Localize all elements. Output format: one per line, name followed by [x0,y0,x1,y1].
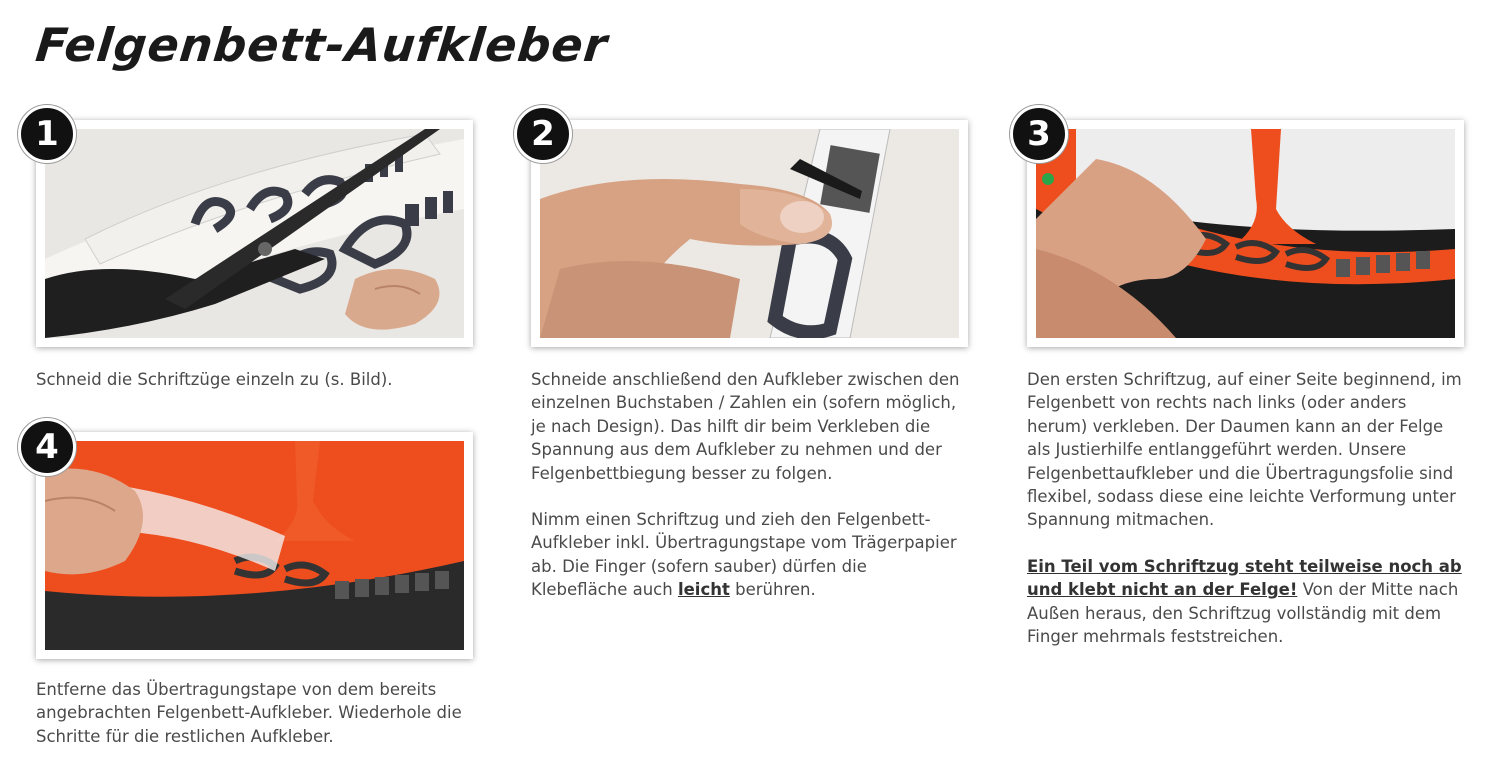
step-3-badge: 3 [1010,105,1068,163]
step-4-text [36,678,466,771]
step-2-badge: 2 [514,105,572,163]
step-4-paragraph: Entferne das Übertragungstape von dem bereits angebrachten Felgenbett-Aufkleber. Wiederhole die Schritte für die restlichen Aufkleber. [36,680,462,746]
step-3-photo [1027,120,1464,347]
step-1-text [36,368,466,414]
step-3-paragraph-1: Den ersten Schriftzug, auf einer Seite beginnend, im Felgenbett von rechts nach links (oder anders herum) verkleben. Der Daumen kann an der Felge als Justierhilfe entlanggeführt werden. Unsere Felgenbettaufkleber und die Übertragungsfolie sind flexibel, sodass diese eine leichte Verformung unter Spannung mitmachen. [1027,370,1462,530]
step-3-paragraph-2-after: Von der Mitte nach Außen heraus, den Schriftzug vollständig mit dem Finger mehrmals feststreichen. [1027,580,1459,647]
step-2-text [531,368,963,625]
step-4-badge: 4 [18,418,76,476]
step-1-paragraph: Schneid die Schriftzüge einzeln zu (s. Bild). [36,370,393,389]
step-2-paragraph-2 [531,508,963,602]
step-2-emphasis: leicht [677,580,730,600]
step-2-paragraph-2-after: berühren. [729,580,816,600]
page-title: Felgenbett-Aufkleber [33,18,611,72]
step-3-emphasis: Ein Teil vom Schriftzug steht teilweise noch ab und klebt nicht an der Felge! [1027,556,1462,600]
step-3-paragraph-2 [1027,555,1467,649]
step-4-photo [36,432,473,659]
step-1-photo [36,120,473,347]
step-2-paragraph-1: Schneide anschließend den Aufkleber zwischen den einzelnen Buchstaben / Zahlen ein (sofern möglich, je nach Design). Das hilft dir beim Verkleben die Spannung aus dem Aufkleber zu nehmen und der Felgenbettbiegung besser zu folgen. [531,370,960,483]
step-2-paragraph-2-before: Nimm einen Schriftzug und zieh den Felgenbett-Aufkleber inkl. Übertragungstape vom Trägerpapier ab. Die Finger (sofern sauber) dürfen die Klebefläche auch [531,510,957,600]
step-1-badge: 1 [18,105,76,163]
step-2-photo [531,120,968,347]
step-3-text [1027,368,1467,671]
